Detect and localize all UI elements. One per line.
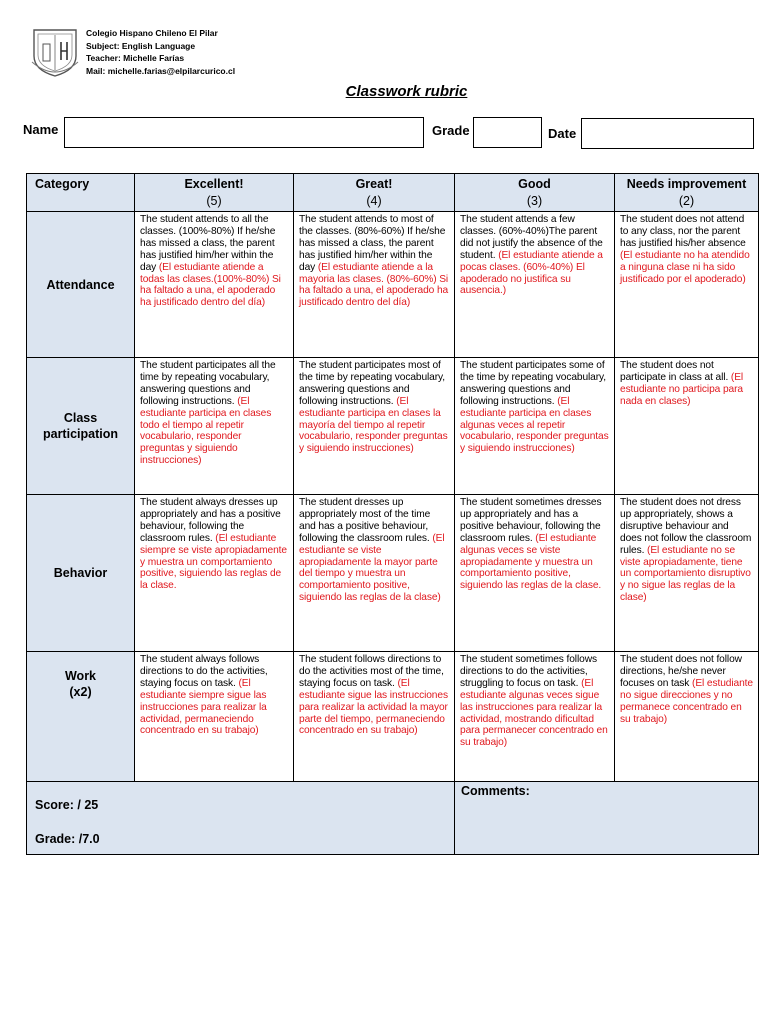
header-needs-improvement: Needs improvement (2) (615, 174, 759, 212)
header-good: Good (3) (455, 174, 615, 212)
date-field[interactable] (581, 118, 754, 149)
rubric-cell: The student sometimes dresses up appropriately and has a positive behaviour, following the classroom rules. (El estudiante algunas veces se viste apropiadamente y muestra un comportamiento positive, siguiendo las reglas de la clase. (455, 495, 615, 652)
teacher-line: Teacher: Michelle Farías (86, 53, 185, 64)
rubric-cell: The student does not participate in class at all. (El estudiante no participa para nada en clases) (615, 358, 759, 495)
row-category-attendance: Attendance (27, 212, 135, 358)
rubric-cell: The student participates all the time by repeating vocabulary, answering questions and following instructions. (El estudiante participa en clases todo el tiempo al repetir vocabulario, responder preguntas y siguiendo instrucciones) (135, 358, 294, 495)
rubric-cell: The student sometimes follows directions to do the activities, struggling to focus on task. (El estudiante algunas veces sigue las instrucciones para realizar la actividad, mostrando dificultad para permanecer concentrado en su trabajo) (455, 652, 615, 782)
name-field[interactable] (64, 117, 424, 148)
rubric-cell: The student participates most of the time by repeating vocabulary, answering questions and following instructions. (El estudiante participa en clases la mayoría del tiempo al repetir vocabulario, responder preguntas y siguiendo instrucciones) (294, 358, 455, 495)
header-category: Category (27, 174, 135, 212)
row-category-behavior: Behavior (27, 495, 135, 652)
rubric-cell: The student does not attend to any class, nor the parent has justified his/her absence (El estudiante no ha atendido a ninguna clase ni ha sido justificado por el apoderado) (615, 212, 759, 358)
row-category-work: Work (x2) (27, 652, 135, 782)
table-row (27, 212, 759, 358)
header-excellent: Excellent! (5) (135, 174, 294, 212)
grade-label: Grade (432, 123, 470, 138)
name-label: Name (23, 122, 59, 137)
school-name: Colegio Hispano Chileno El Pilar (86, 28, 218, 38)
rubric-table (26, 173, 759, 855)
table-row (27, 652, 759, 782)
table-row (27, 358, 759, 495)
subject-line: Subject: English Language (86, 40, 196, 51)
rubric-cell: The student always dresses up appropriately and has a positive behaviour, following the classroom rules. (El estudiante siempre se viste apropiadamente y muestra un comportamiento positive, siguiendo las reglas de la clase. (135, 495, 294, 652)
rubric-cell: The student dresses up appropriately most of the time and has a positive behaviour, following the classroom rules. (El estudiante se viste apropiadamente la mayor parte del tiempo y muestra un comportamiento positive, siguiendo las reglas de la clase) (294, 495, 455, 652)
rubric-cell: The student participates some of the time by repeating vocabulary, answering questions and following instructions. (El estudiante participa en clases algunas veces al repetir vocabulario, responder preguntas y siguiendo instrucciones) (455, 358, 615, 495)
school-info (86, 27, 235, 77)
school-logo (30, 26, 80, 78)
rubric-cell: The student follows directions to do the activities most of the time, staying focus on task. (El estudiante sigue las instrucciones para realizar la actividad la mayor parte del tiempo, permaneciendo concentrado en su trabajo) (294, 652, 455, 782)
mail-line: Mail: michelle.farias@elpilarcurico.cl (86, 65, 236, 76)
rubric-cell: The student always follows directions to do the activities, staying focus on task. (El estudiante siempre sigue las instrucciones para realizar la actividad, permaneciendo concentrado en su trabajo) (135, 652, 294, 782)
page-title: Classwork rubric (345, 83, 468, 100)
grade-field[interactable] (473, 117, 542, 148)
grade-text: Grade: /7.0 (35, 832, 100, 846)
header-great: Great! (4) (294, 174, 455, 212)
rubric-cell: The student attends to most of the classes. (80%-60%) If he/she has missed a class, the parent has justified him/her within the day (El estudiante atiende a la mayoria las clases. (80%-60%) Si ha faltado a una, el apoderado ha justificado dentro del día) (294, 212, 455, 358)
date-label: Date (548, 126, 577, 141)
comments-label: Comments: (461, 784, 530, 798)
row-category-class-participation: Class participation (27, 358, 135, 495)
rubric-cell: The student attends to all the classes. (100%-80%) If he/she has missed a class, the parent has justified him/her within the day (El estudiante atiende a todas las clases.(100%-80%) Si ha faltado a una, el apoderado ha justificado dentro del día) (135, 212, 294, 358)
rubric-cell: The student does not follow directions, he/she never focuses on task (El estudiante no sigue direcciones y no permanece concentrado en su trabajo) (615, 652, 759, 782)
table-footer-row (27, 782, 759, 855)
rubric-cell: The student attends a few classes. (60%-40%)The parent did not justify the absence of the student. (El estudiante atiende a pocas clases. (60%-40%) El apoderado no justifica su ausencia.) (455, 212, 615, 358)
table-row (27, 495, 759, 652)
rubric-cell: The student does not dress up appropriately, shows a disruptive behaviour and does not follow the classroom rules. (El estudiante no se viste apropiadamente, tiene un comportamiento disruptivo y no sigue las reglas de la clase) (615, 495, 759, 652)
comments-cell[interactable] (455, 782, 759, 855)
table-header-row (27, 174, 759, 212)
score-grade-cell (27, 782, 455, 855)
score-text: Score: / 25 (35, 798, 99, 812)
